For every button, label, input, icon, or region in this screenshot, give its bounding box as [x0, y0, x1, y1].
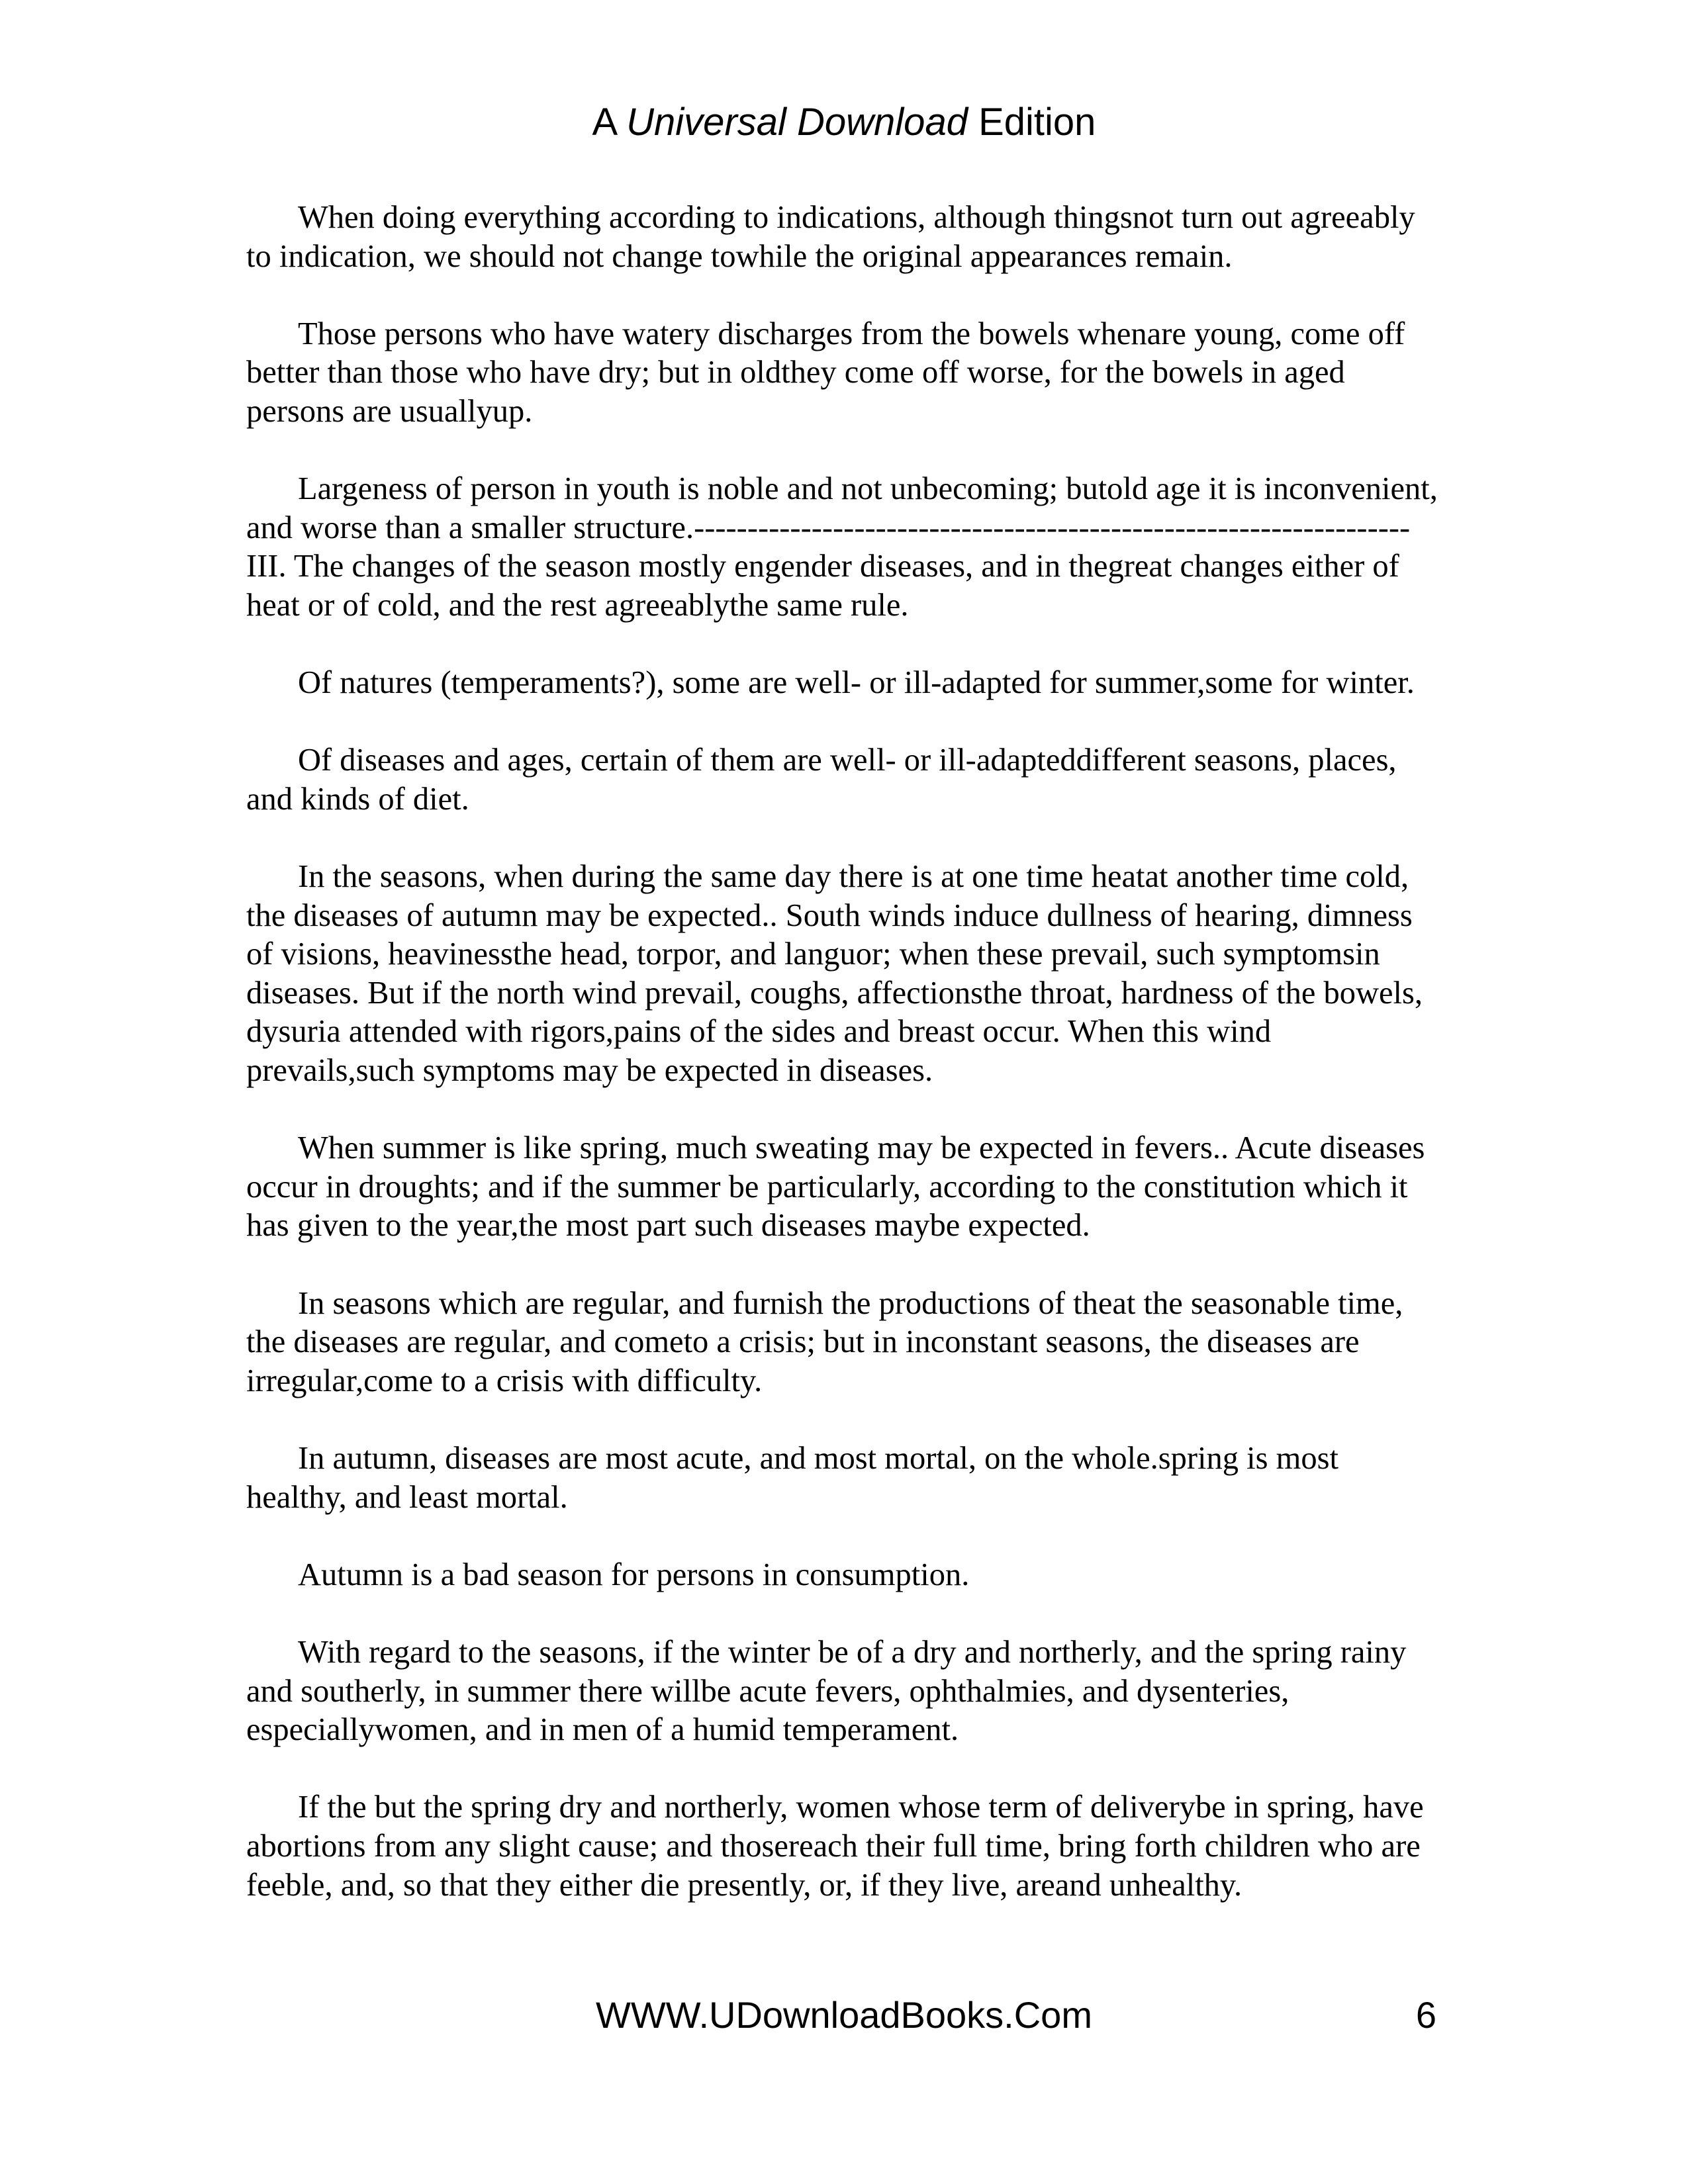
paragraph: Autumn is a bad season for persons in consumption.	[298, 1557, 970, 1592]
paragraph: In the seasons, when during the same day there is at one time heatat another time cold, the diseases of autumn may be expected.. South winds induce dullness of hearing, dimness of visions, heavinessthe head, torpor, and languor; when these prevail, such symptomsin diseases. But if the north wind prevail, coughs, affectionsthe throat, hardness of the bowels, dysuria attended with rigors,pains of the sides and breast occur. When this wind prevails,such symptoms may be expected in diseases.	[246, 859, 1423, 1089]
paragraph: In seasons which are regular, and furnish the productions of theat the seasonable time, the diseases are regular, and cometo a crisis; but in inconstant seasons, the diseases are irregular,come to a crisis with difficulty.	[246, 1285, 1403, 1398]
paragraph: Of natures (temperaments?), some are well- or ill-adapted for summer,some for winter.	[298, 665, 1415, 701]
header-suffix: Edition	[967, 101, 1096, 144]
header-prefix: A	[592, 101, 627, 144]
paragraph: In autumn, diseases are most acute, and most mortal, on the whole.spring is most healthy, and least mortal.	[246, 1441, 1338, 1515]
paragraph: With regard to the seasons, if the winter be of a dry and northerly, and the spring rainy and southerly, in summer there willbe acute fevers, ophthalmies, and dysenteries, especiallywomen, and in men of a humid temperament.	[246, 1634, 1407, 1748]
paragraph: Of diseases and ages, certain of them are well- or ill-adapteddifferent seasons, places, and kinds of diet.	[246, 743, 1397, 817]
header-italic-title: Universal Download	[626, 101, 968, 144]
paragraph: If the but the spring dry and northerly, women whose term of deliverybe in spring, have abortions from any slight cause; and thosereach their full time, bring forth children who are feeble, and, so that they either die presently, or, if they live, areand unhealthy.	[246, 1790, 1424, 1903]
footer-site-url: WWW.UDownloadBooks.Com	[596, 1994, 1092, 2036]
paragraph: When summer is like spring, much sweating may be expected in fevers.. Acute diseases occur in droughts; and if the summer be particularly, according to the constitution which it has given to the year,the most part such diseases maybe expected.	[246, 1130, 1425, 1244]
paragraph: Those persons who have watery discharges from the bowels whenare young, come off better than those who have dry; but in oldthey come off worse, for the bowels in aged persons are usuallyup.	[246, 316, 1405, 429]
page-number: 6	[1415, 1994, 1436, 2036]
page-body	[246, 199, 1444, 1944]
paragraph: When doing everything according to indications, although thingsnot turn out agreeably to indication, we should not change towhile the original appearances remain.	[246, 200, 1415, 274]
page-header	[0, 99, 1688, 146]
paragraph: Largeness of person in youth is noble and not unbecoming; butold age it is inconvenient, and worse than a smaller structure.-------------------------------------------------------------------III. The changes of the season mostly engender diseases, and in thegreat changes either of heat or of cold, and the rest agreeablythe same rule.	[246, 471, 1438, 623]
